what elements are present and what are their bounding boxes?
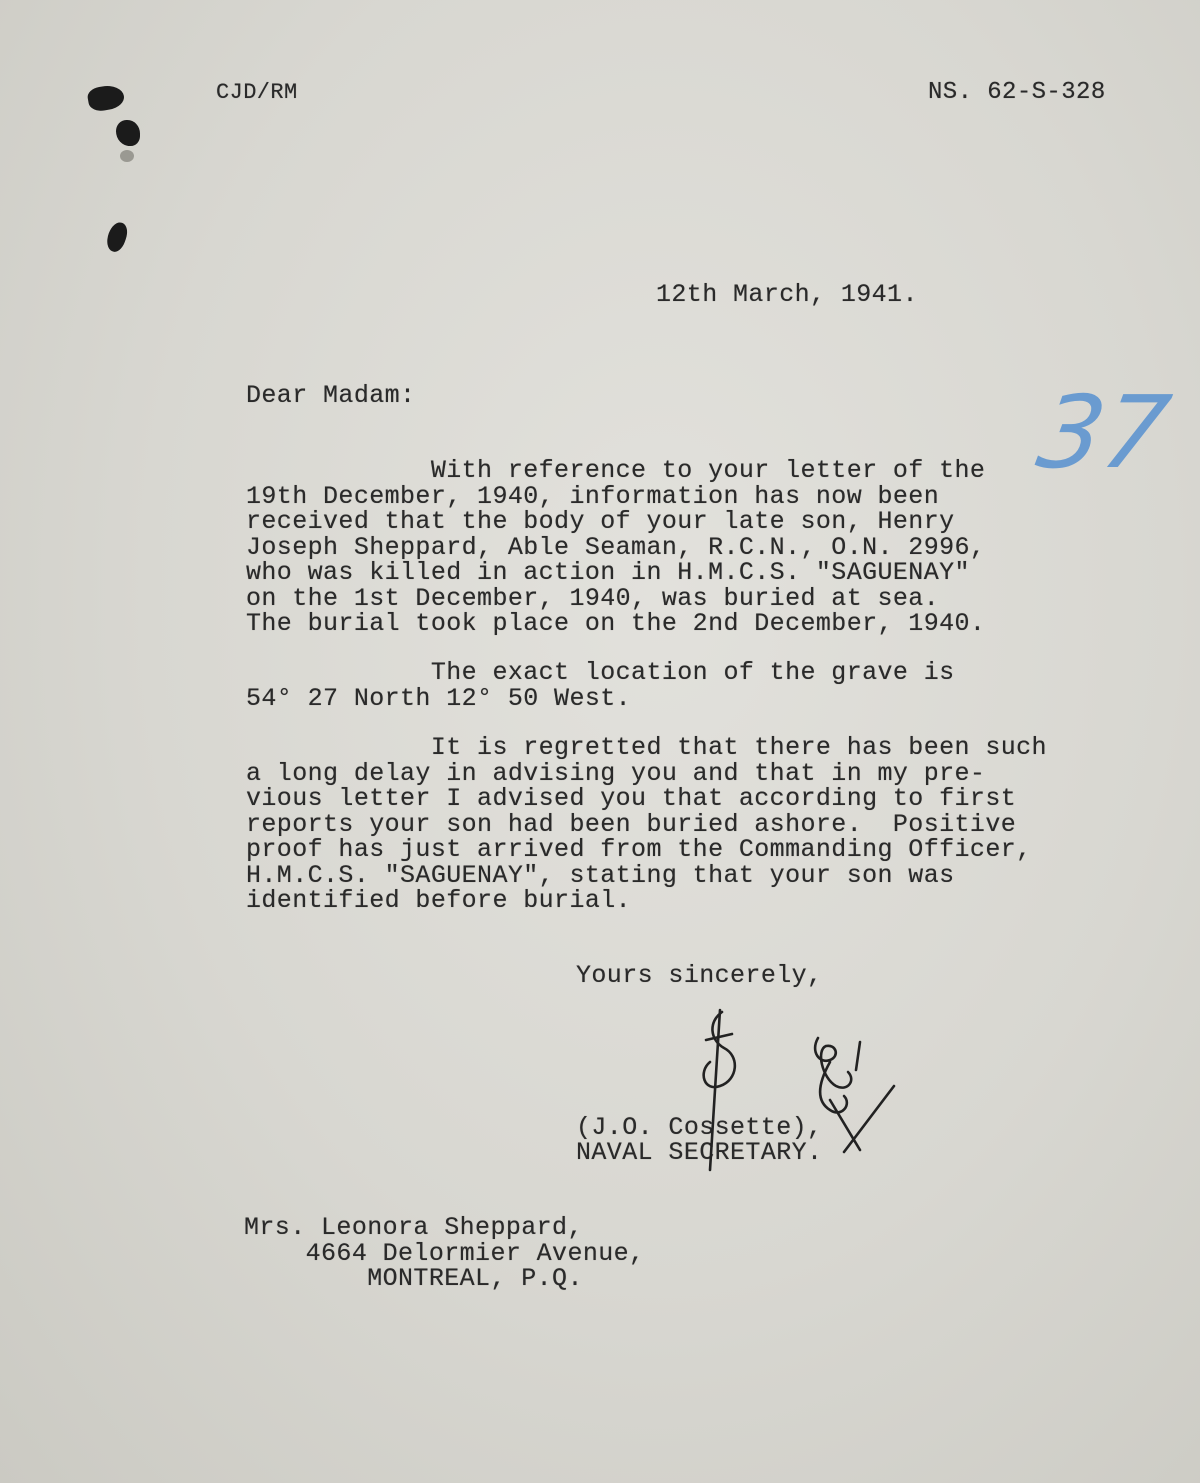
body-line: H.M.C.S. "SAGUENAY", stating that your son was: [246, 860, 955, 890]
body-line: vious letter I advised you that according to first: [246, 784, 1017, 813]
salutation: Dear Madam:: [246, 381, 416, 410]
grave-coordinates: 54° 27 North 12° 50 West.: [246, 683, 632, 713]
punch-hole: [86, 83, 126, 113]
handwritten-initials: [680, 1000, 900, 1170]
body-line: The burial took place on the 2nd December, 1940.: [246, 609, 986, 638]
complimentary-close: Yours sincerely,: [576, 961, 823, 990]
body-line: who was killed in action in H.M.C.S. "SAGUENAY": [246, 558, 970, 587]
addressee-city: MONTREAL, P.Q.: [244, 1264, 583, 1293]
punch-hole: [116, 120, 140, 146]
body-line: 19th December, 1940, information has now been: [246, 481, 940, 511]
body-line: With reference to your letter of the: [246, 456, 986, 485]
signatory-name: (J.O. Cossette),: [576, 1113, 823, 1142]
page-number-annotation: 37: [1029, 374, 1178, 491]
body-line: Joseph Sheppard, Able Seaman, R.C.N., O.N. 2996,: [246, 532, 986, 562]
reference-code-left: CJD/RM: [216, 80, 298, 105]
letter-date: 12th March, 1941.: [656, 280, 918, 309]
addressee-street: 4664 Delormier Avenue,: [244, 1238, 645, 1268]
signatory-title: NAVAL SECRETARY.: [576, 1138, 823, 1167]
body-line: on the 1st December, 1940, was buried at sea.: [246, 583, 940, 613]
body-line: proof has just arrived from the Commanding Officer,: [246, 835, 1032, 864]
addressee-name: Mrs. Leonora Sheppard,: [244, 1213, 583, 1242]
body-line: reports your son had been buried ashore. Positive: [246, 809, 1017, 839]
body-line: a long delay in advising you and that in my pre-: [246, 758, 986, 788]
body-line: The exact location of the grave is: [246, 658, 955, 687]
punch-hole: [103, 220, 130, 254]
punch-hole: [120, 150, 134, 162]
body-line: It is regretted that there has been such: [246, 733, 1047, 762]
body-line: received that the body of your late son, Henry: [246, 507, 955, 536]
body-line: identified before burial.: [246, 886, 632, 915]
file-number: NS. 62-S-328: [928, 79, 1106, 106]
